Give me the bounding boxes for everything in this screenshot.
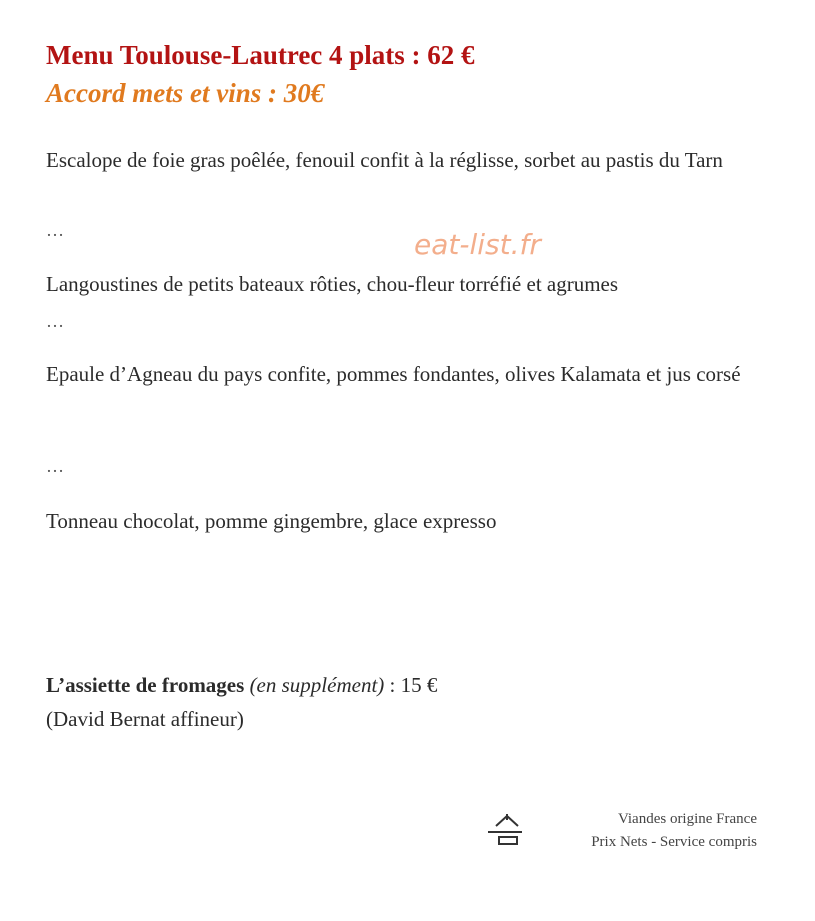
dish-starter: Escalope de foie gras poêlée, fenouil confit à la réglisse, sorbet au pastis du Tarn <box>46 148 723 172</box>
watermark: eat-list.fr <box>414 228 541 261</box>
menu-title: Menu Toulouse-Lautrec 4 plats : 62 € <box>46 40 475 70</box>
dish-fish: Langoustines de petits bateaux rôties, chou-fleur torréfié et agrumes <box>46 272 619 296</box>
separator: … <box>46 456 65 476</box>
wine-pairing-subtitle: Accord mets et vins : 30€ <box>46 78 325 108</box>
dish-dessert: Tonneau chocolat, pomme gingembre, glace expresso <box>46 509 497 533</box>
separator: … <box>46 311 65 331</box>
cheese-note: (en supplément) <box>249 673 385 697</box>
cheese-option <box>46 668 437 736</box>
pricing-note: Prix Nets - Service compris <box>591 834 757 850</box>
dish-main: Epaule d’Agneau du pays confite, pommes fondantes, olives Kalamata et jus corsé <box>46 362 741 386</box>
meat-origin-note: Viandes origine France <box>617 811 757 827</box>
cheese-affineur: (David Bernat affineur) <box>46 707 244 731</box>
footer-notes <box>591 808 757 854</box>
house-icon <box>486 812 524 846</box>
separator: … <box>46 220 65 240</box>
cheese-line <box>46 668 437 702</box>
cheese-name: L’assiette de fromages <box>46 673 245 697</box>
cheese-price: : 15 € <box>384 673 438 697</box>
